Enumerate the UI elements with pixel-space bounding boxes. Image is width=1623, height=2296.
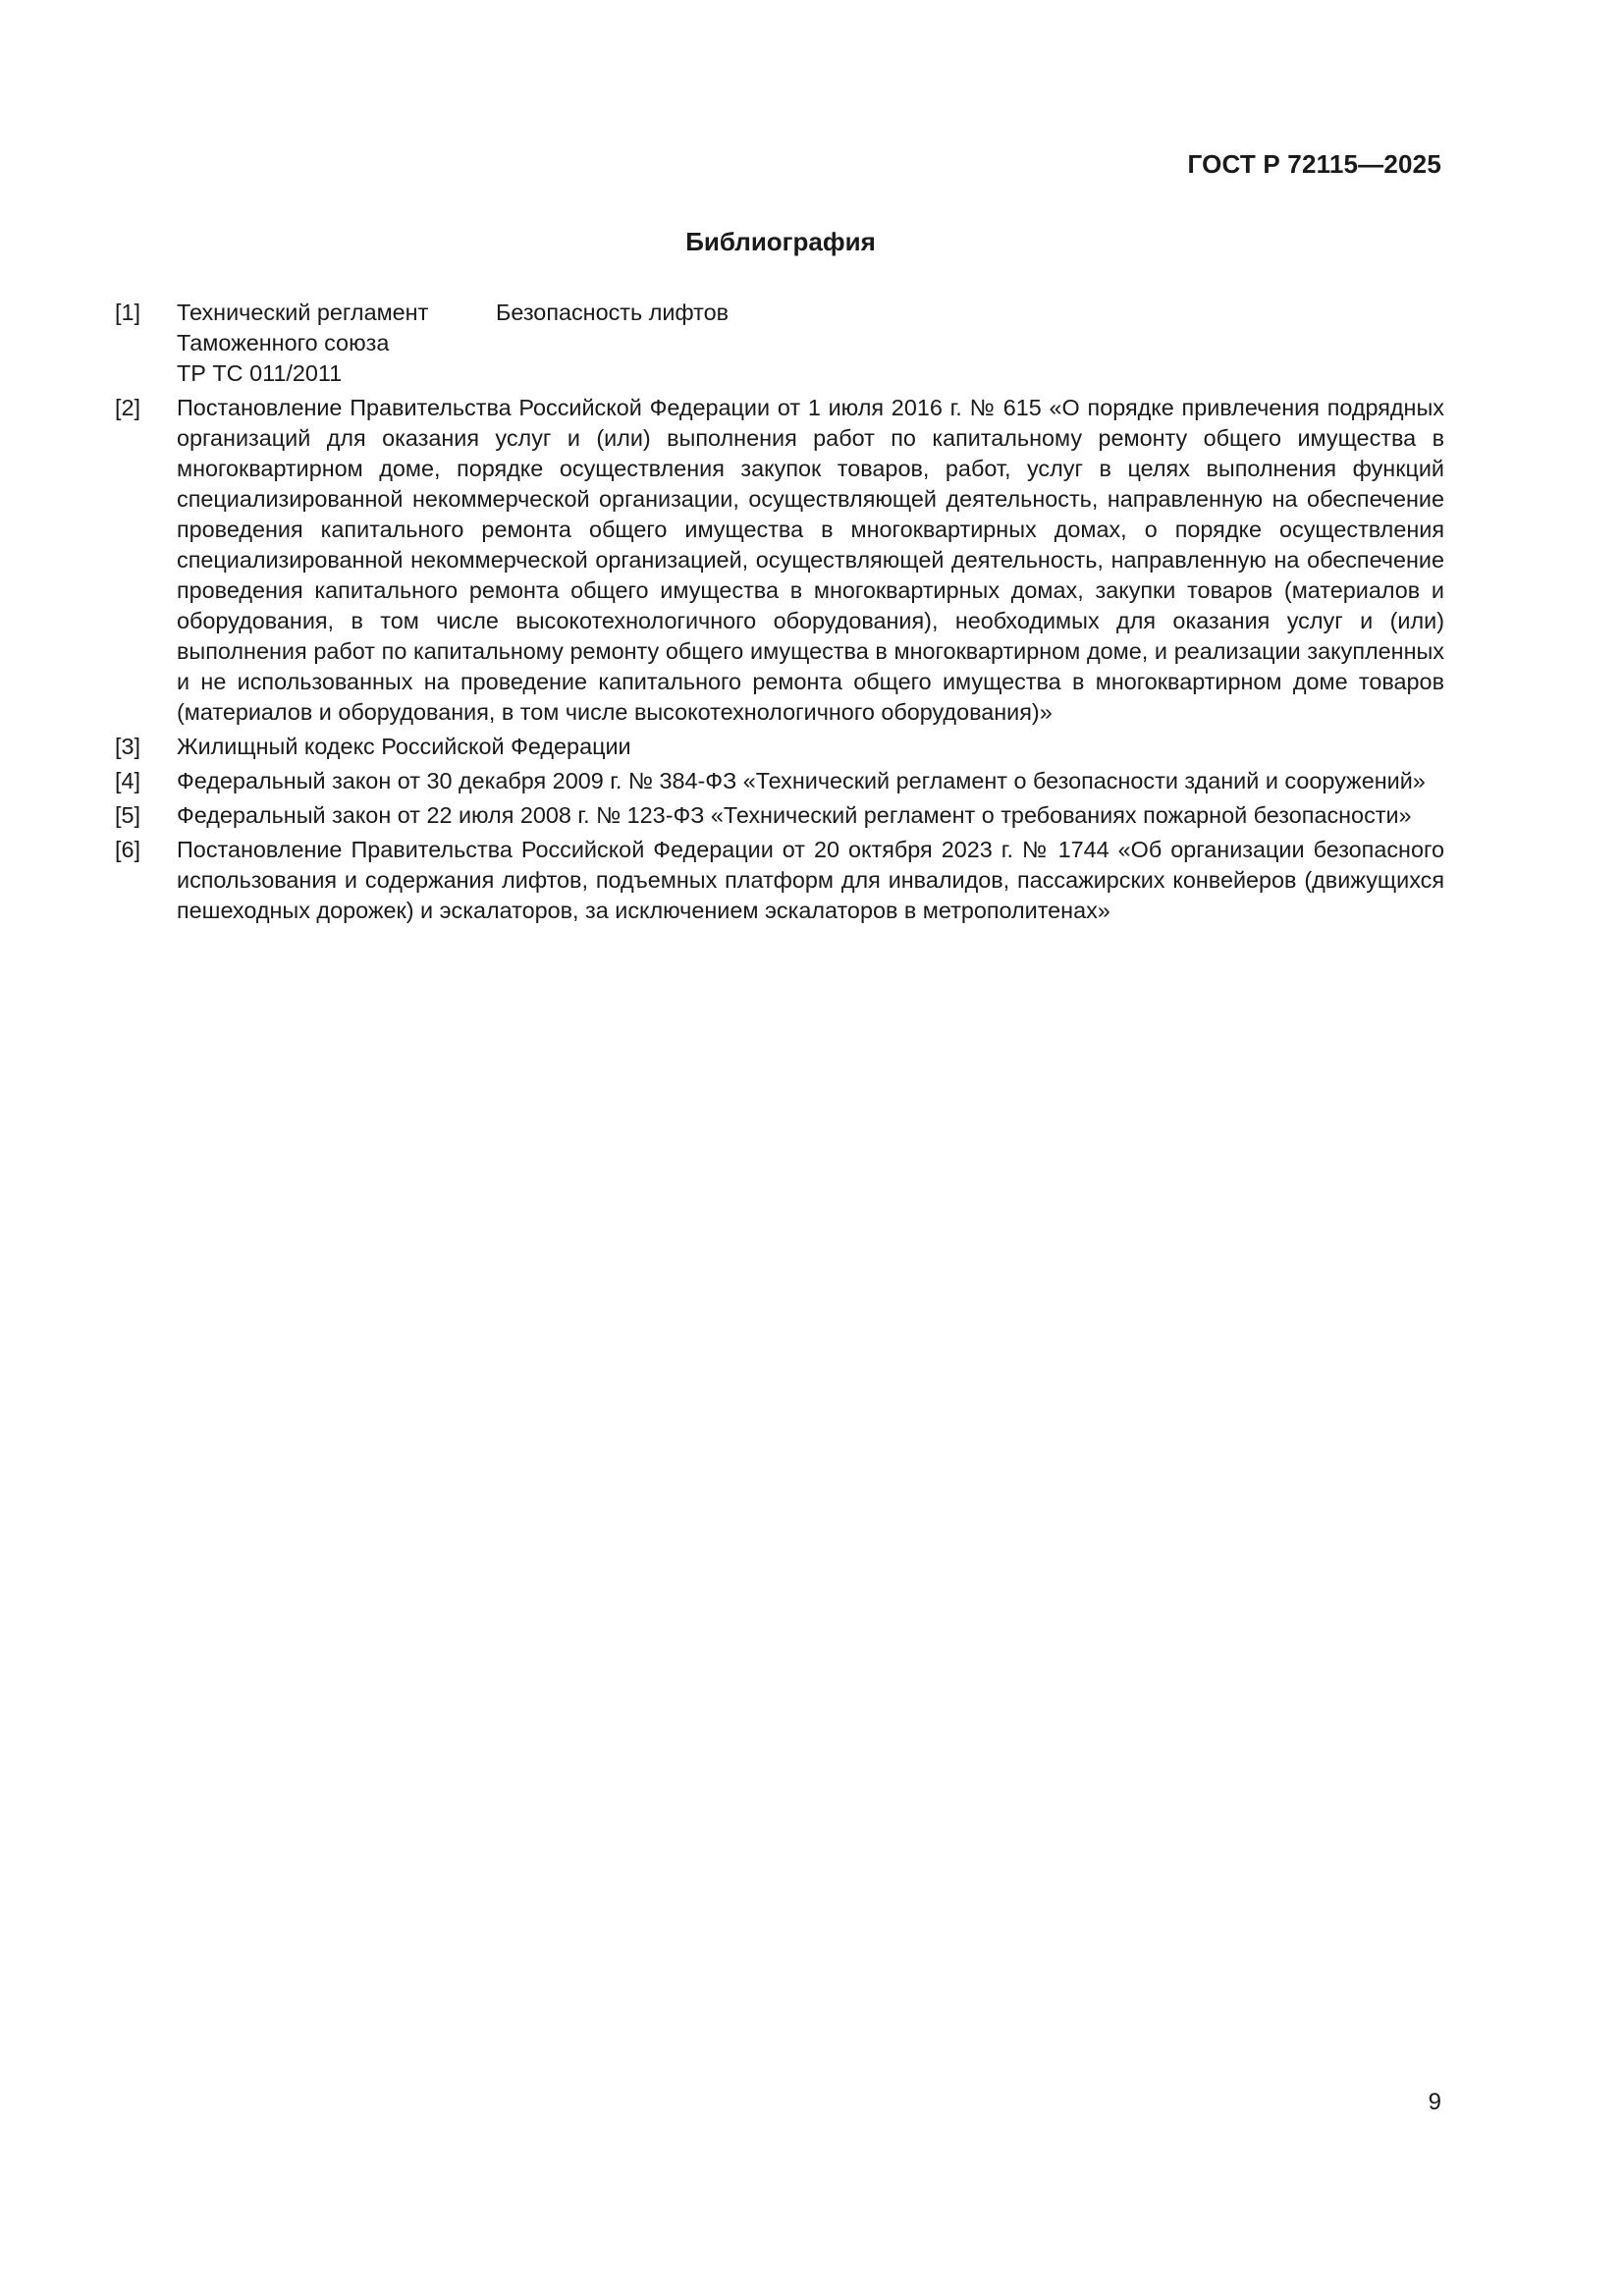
- bibliography-item-6: [115, 835, 1444, 926]
- bibliography-source: [177, 298, 496, 389]
- bibliography-source-line: ТР ТС 011/2011: [177, 360, 343, 386]
- bibliography-title: Безопасность лифтов: [496, 300, 730, 325]
- bibliography-item-5: [115, 800, 1444, 831]
- bibliography-item-4: [115, 766, 1444, 796]
- bibliography-entry: [177, 298, 1444, 389]
- page-number: 9: [1428, 2089, 1441, 2115]
- document-code: ГОСТ Р 72115—2025: [1187, 149, 1441, 179]
- bibliography-item-2: [115, 393, 1444, 728]
- bibliography-text: Федеральный закон от 30 декабря 2009 г. № 384-ФЗ «Технический регламент о безопасности зданий и сооружений»: [177, 768, 1426, 793]
- bibliography-text: Постановление Правительства Российской Федерации от 20 октября 2023 г. № 1744 «Об организации безопасного использования и содержания лифтов, подъемных платформ для инвалидов, пассажирских конвейеров (движущихся пешеходных дорожек) и эскалаторов, за исключением эскалаторов в метрополитенах»: [177, 837, 1444, 923]
- bibliography-text: Федеральный закон от 22 июля 2008 г. № 123-ФЗ «Технический регламент о требованиях пожарной безопасности»: [177, 802, 1412, 828]
- bibliography-number: [1]: [115, 300, 141, 325]
- bibliography-item-1: [115, 298, 1444, 389]
- bibliography-text: Постановление Правительства Российской Федерации от 1 июля 2016 г. № 615 «О порядке привлечения подрядных организаций для оказания услуг и (или) выполнения работ по капитальному ремонту общего имущества в многоквартирном доме, порядке осуществления закупок товаров, работ, услуг в целях выполнения функций специализированной некоммерческой организации, осуществляющей деятельность, направленную на обеспечение проведения капитального ремонта общего имущества в многоквартирных домах, о порядке осуществления специализированной некоммерческой организацией, осуществляющей деятельность, направленную на обеспечение проведения капитального ремонта общего имущества в многоквартирных домах, закупки товаров (материалов и оборудования, в том числе высокотехнологичного оборудования), необходимых для оказания услуг и (или) выполнения работ по капитальному ремонту общего имущества в многоквартирном доме, и реализации закупленных и не использованных на проведение капитального ремонта общего имущества в многоквартирном доме товаров (материалов и оборудования, в том числе высокотехнологичного оборудования)»: [177, 395, 1444, 725]
- section-title: Библиография: [685, 227, 876, 256]
- bibliography-source-line: Технический регламент: [177, 300, 429, 325]
- bibliography-number: [3]: [115, 734, 141, 759]
- bibliography-number: [5]: [115, 802, 141, 828]
- bibliography-item-3: [115, 732, 1444, 762]
- bibliography-source-line: Таможенного союза: [177, 330, 390, 355]
- bibliography-number: [4]: [115, 768, 141, 793]
- bibliography-number: [2]: [115, 395, 141, 420]
- bibliography-list: [115, 298, 1444, 930]
- bibliography-number: [6]: [115, 837, 141, 862]
- bibliography-text: Жилищный кодекс Российской Федерации: [177, 734, 631, 759]
